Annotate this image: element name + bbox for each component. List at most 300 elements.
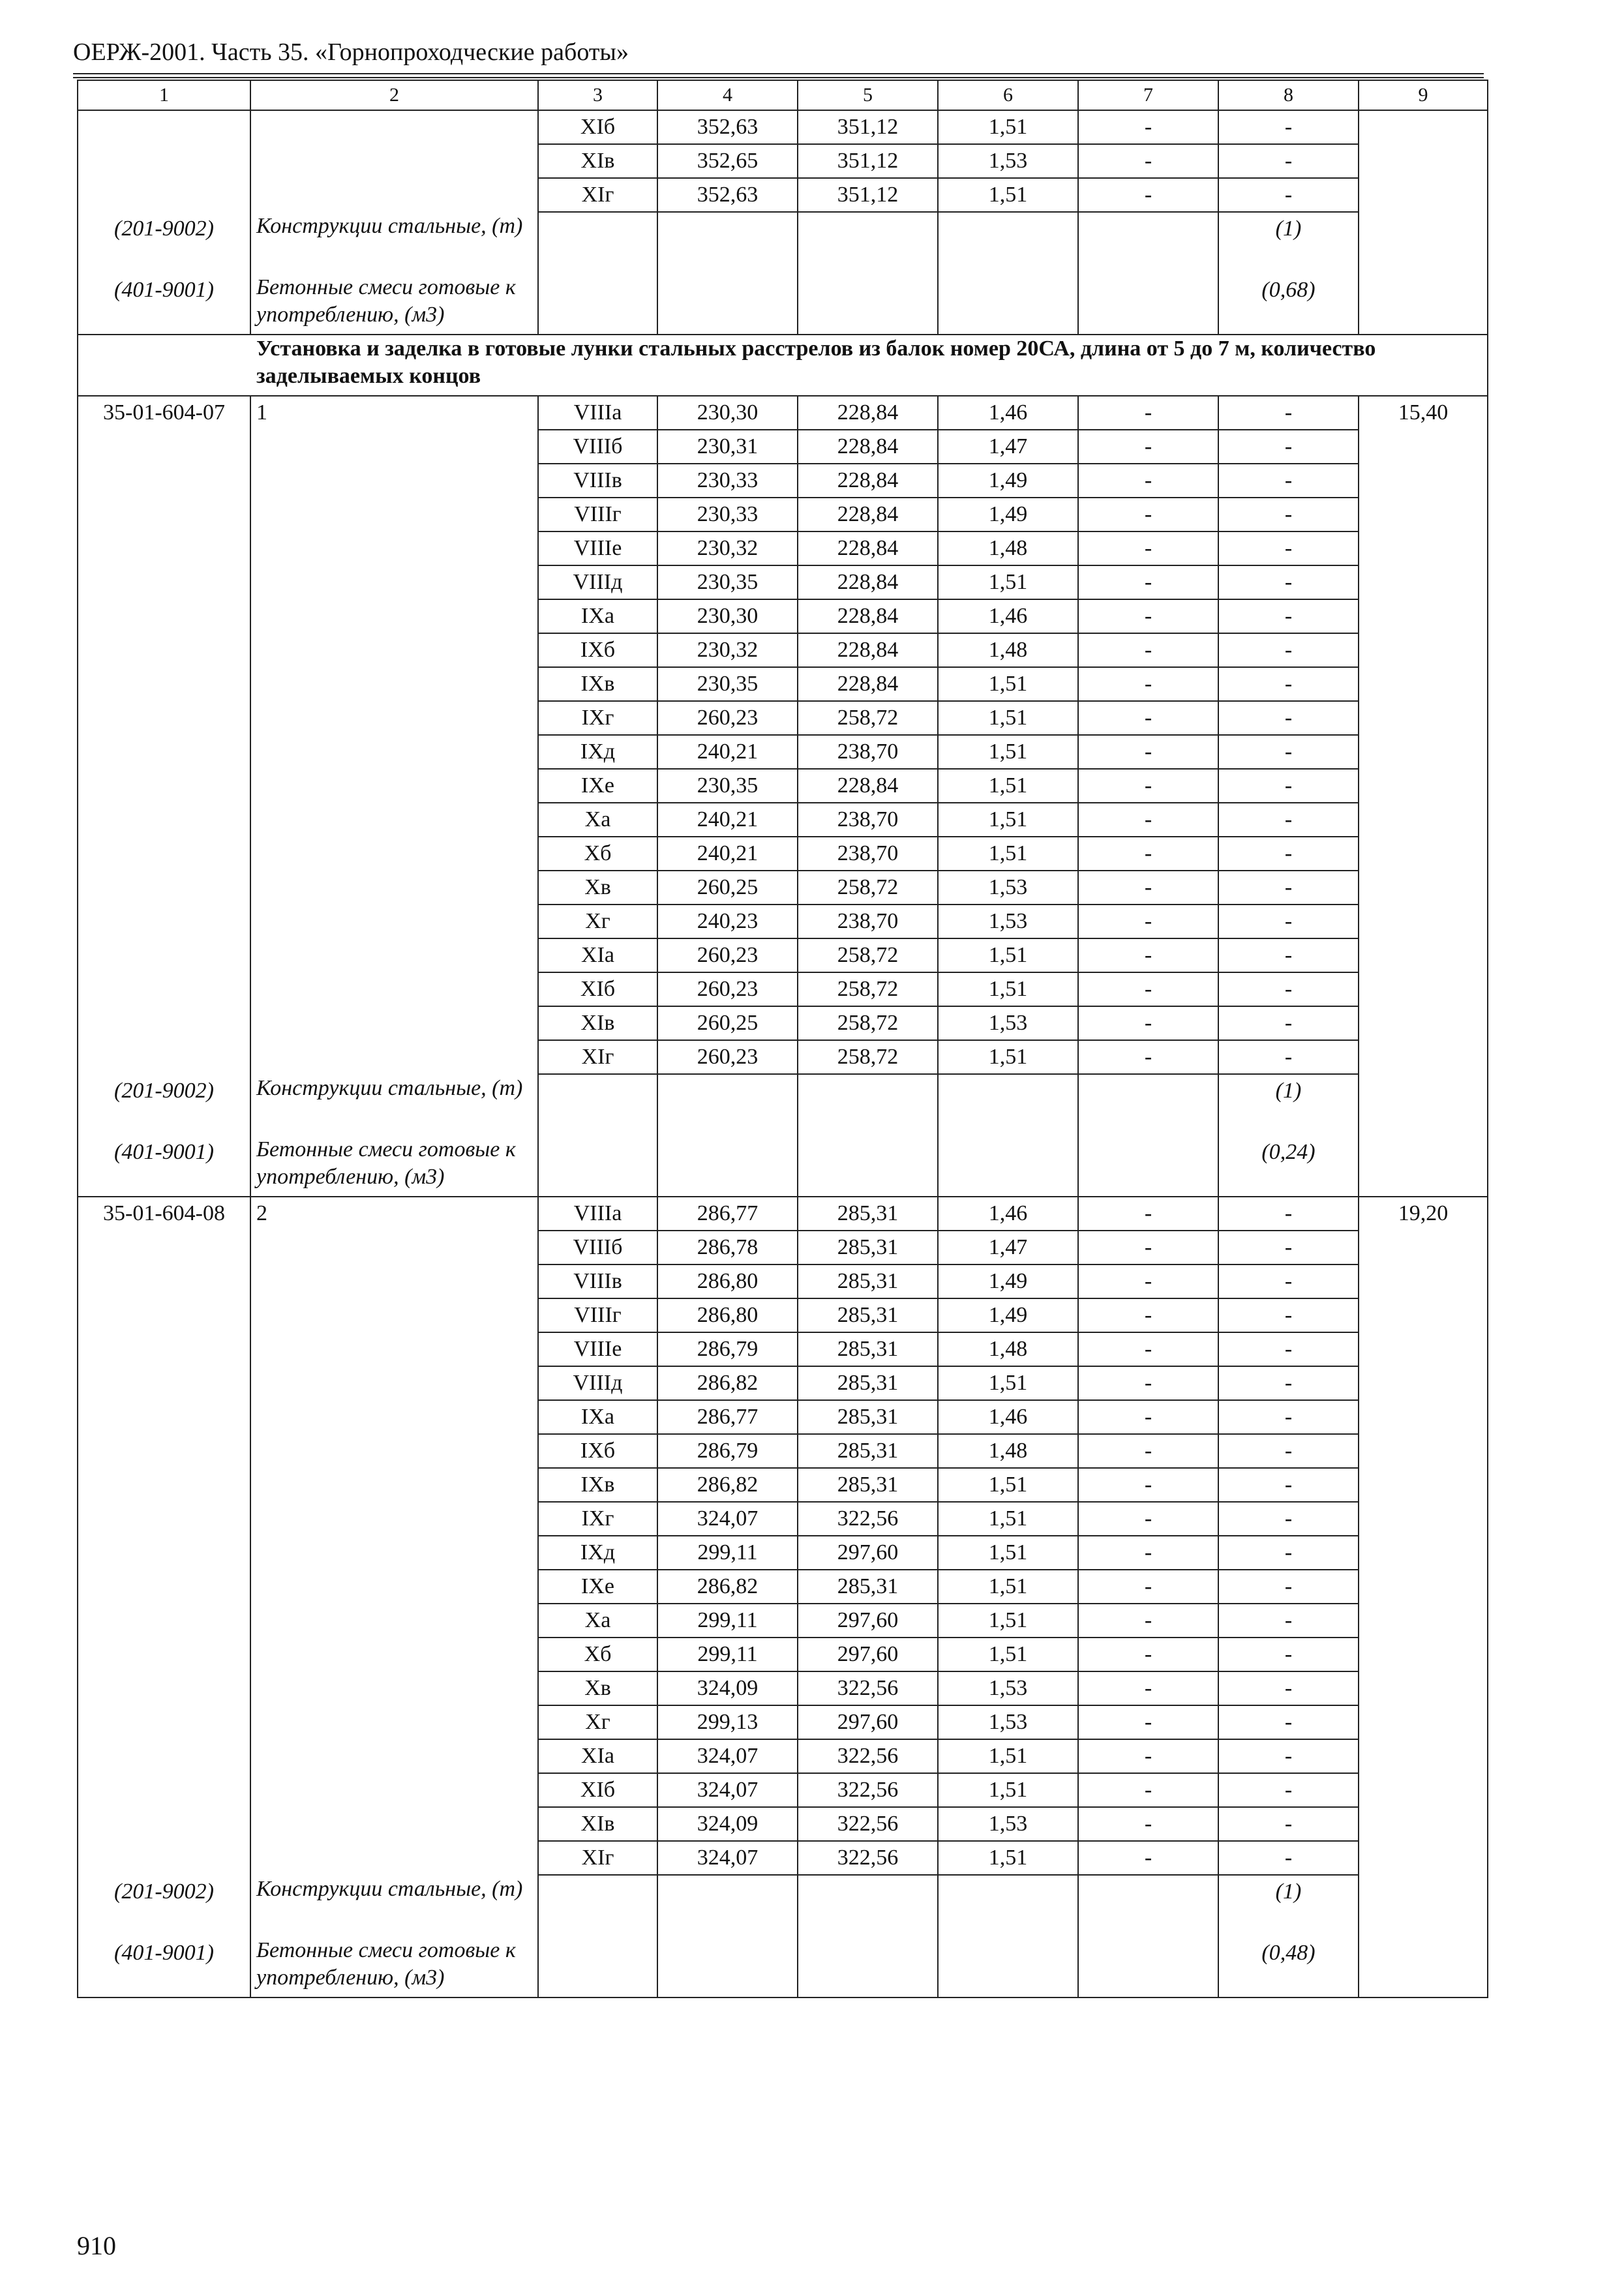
- value-cell: -: [1218, 110, 1359, 144]
- value-cell: -: [1218, 1468, 1359, 1502]
- value-cell: -: [1218, 1705, 1359, 1739]
- resource-row: [78, 212, 1488, 273]
- param-cell: [250, 871, 538, 905]
- header-rule-double: [73, 77, 1484, 78]
- norm-code-cell: [78, 803, 250, 837]
- norm-code-cell: [78, 837, 250, 871]
- table-row: [78, 430, 1488, 464]
- norm-code-cell: [78, 1298, 250, 1332]
- resource-row: [78, 1135, 1488, 1197]
- value-cell: 1,49: [938, 1298, 1078, 1332]
- resource-value: (1): [1218, 212, 1359, 273]
- value-cell: -: [1218, 1040, 1359, 1074]
- value-cell: 228,84: [798, 565, 938, 599]
- value-cell: 324,07: [657, 1773, 798, 1807]
- value-cell: 285,31: [798, 1570, 938, 1604]
- value-cell: -: [1078, 1400, 1218, 1434]
- value-cell: 228,84: [798, 430, 938, 464]
- value-cell: 1,51: [938, 769, 1078, 803]
- value-cell: 1,51: [938, 735, 1078, 769]
- value-cell: 299,11: [657, 1604, 798, 1638]
- value-cell: 1,49: [938, 498, 1078, 531]
- total-cell: [1359, 938, 1488, 972]
- value-cell: -: [1078, 701, 1218, 735]
- total-cell: [1359, 1705, 1488, 1739]
- section-title-row: [78, 335, 1488, 396]
- norm-code-cell: [78, 565, 250, 599]
- value-cell: 1,48: [938, 531, 1078, 565]
- table-row: [78, 667, 1488, 701]
- value-cell: -: [1218, 871, 1359, 905]
- empty-cell: [1078, 1074, 1218, 1135]
- value-cell: -: [1078, 1671, 1218, 1705]
- value-cell: 297,60: [798, 1638, 938, 1671]
- norm-code-cell: [78, 430, 250, 464]
- value-cell: -: [1078, 144, 1218, 178]
- norm-code-cell: [78, 1638, 250, 1671]
- value-cell: 351,12: [798, 144, 938, 178]
- param-cell: [250, 1231, 538, 1264]
- value-cell: 1,46: [938, 1197, 1078, 1231]
- value-cell: 238,70: [798, 837, 938, 871]
- value-cell: -: [1078, 905, 1218, 938]
- total-cell: [1359, 1502, 1488, 1536]
- value-cell: 1,51: [938, 1040, 1078, 1074]
- value-cell: IXе: [538, 1570, 657, 1604]
- total-cell: [1359, 531, 1488, 565]
- value-cell: 230,33: [657, 498, 798, 531]
- value-cell: -: [1218, 1366, 1359, 1400]
- value-cell: -: [1218, 1604, 1359, 1638]
- value-cell: 285,31: [798, 1468, 938, 1502]
- table-row: [78, 498, 1488, 531]
- value-cell: -: [1218, 1841, 1359, 1875]
- value-cell: 258,72: [798, 938, 938, 972]
- value-cell: 1,53: [938, 1705, 1078, 1739]
- empty-cell: [1078, 212, 1218, 273]
- value-cell: 1,51: [938, 1773, 1078, 1807]
- section-title-blank: [78, 335, 250, 396]
- table-row: [78, 110, 1488, 144]
- value-cell: -: [1218, 565, 1359, 599]
- norm-code-cell: [78, 1434, 250, 1468]
- param-cell: [250, 1040, 538, 1074]
- param-cell: [250, 735, 538, 769]
- value-cell: -: [1218, 1570, 1359, 1604]
- value-cell: 1,49: [938, 1264, 1078, 1298]
- total-cell: [1359, 1570, 1488, 1604]
- total-cell: [1359, 1841, 1488, 1875]
- empty-cell: [938, 1074, 1078, 1135]
- param-cell: [250, 1705, 538, 1739]
- value-cell: VIIIа: [538, 1197, 657, 1231]
- param-cell: [250, 1434, 538, 1468]
- value-cell: 1,48: [938, 1332, 1078, 1366]
- norm-code-cell: [78, 498, 250, 531]
- value-cell: -: [1078, 430, 1218, 464]
- column-number-row: [78, 80, 1488, 110]
- value-cell: 322,56: [798, 1807, 938, 1841]
- value-cell: 240,21: [657, 803, 798, 837]
- total-cell: [1359, 1231, 1488, 1264]
- table-row: [78, 1739, 1488, 1773]
- value-cell: -: [1078, 110, 1218, 144]
- value-cell: -: [1218, 1536, 1359, 1570]
- value-cell: -: [1078, 531, 1218, 565]
- value-cell: 324,07: [657, 1502, 798, 1536]
- value-cell: IXв: [538, 667, 657, 701]
- resource-code: (401-9001): [78, 273, 250, 335]
- value-cell: 1,51: [938, 1841, 1078, 1875]
- empty-cell: [1359, 1135, 1488, 1197]
- norm-code-cell: 35-01-604-08: [78, 1197, 250, 1231]
- column-header: 2: [250, 80, 538, 110]
- total-cell: [1359, 667, 1488, 701]
- value-cell: IXг: [538, 701, 657, 735]
- param-cell: [250, 1807, 538, 1841]
- value-cell: 285,31: [798, 1197, 938, 1231]
- resource-code: (401-9001): [78, 1936, 250, 1997]
- value-cell: IXв: [538, 1468, 657, 1502]
- value-cell: -: [1218, 531, 1359, 565]
- table-row: [78, 178, 1488, 212]
- empty-cell: [1078, 1875, 1218, 1936]
- norm-code-cell: [78, 1739, 250, 1773]
- param-cell: [250, 1332, 538, 1366]
- table-row: [78, 837, 1488, 871]
- value-cell: -: [1078, 1231, 1218, 1264]
- norm-code-cell: [78, 1040, 250, 1074]
- total-cell: [1359, 871, 1488, 905]
- norm-code-cell: [78, 905, 250, 938]
- table-row: [78, 1604, 1488, 1638]
- norm-code-cell: [78, 1570, 250, 1604]
- value-cell: -: [1218, 803, 1359, 837]
- empty-cell: [1078, 1936, 1218, 1997]
- value-cell: -: [1078, 1434, 1218, 1468]
- column-header: 9: [1359, 80, 1488, 110]
- value-cell: XIв: [538, 144, 657, 178]
- resource-name-text: Бетонные смеси готовые к употреблению, (м3): [256, 1938, 516, 1990]
- value-cell: IXд: [538, 735, 657, 769]
- value-cell: -: [1218, 1400, 1359, 1434]
- value-cell: IXд: [538, 1536, 657, 1570]
- value-cell: 285,31: [798, 1332, 938, 1366]
- value-cell: -: [1218, 972, 1359, 1006]
- param-cell: [250, 430, 538, 464]
- value-cell: 260,23: [657, 972, 798, 1006]
- empty-cell: [538, 212, 657, 273]
- value-cell: 258,72: [798, 972, 938, 1006]
- value-cell: 1,49: [938, 464, 1078, 498]
- value-cell: 238,70: [798, 735, 938, 769]
- table-row: [78, 565, 1488, 599]
- norm-code-cell: [78, 1006, 250, 1040]
- resource-name-text: Конструкции стальные, (т): [256, 1076, 523, 1100]
- param-cell: [250, 633, 538, 667]
- table-row: [78, 1502, 1488, 1536]
- value-cell: 352,63: [657, 110, 798, 144]
- value-cell: -: [1078, 1468, 1218, 1502]
- empty-cell: [798, 1135, 938, 1197]
- norm-code-cell: [78, 1604, 250, 1638]
- value-cell: VIIIб: [538, 1231, 657, 1264]
- value-cell: -: [1078, 1264, 1218, 1298]
- value-cell: 228,84: [798, 498, 938, 531]
- param-cell: [250, 599, 538, 633]
- value-cell: 324,07: [657, 1739, 798, 1773]
- value-cell: 230,31: [657, 430, 798, 464]
- table-row: [78, 464, 1488, 498]
- value-cell: 1,51: [938, 1468, 1078, 1502]
- value-cell: XIг: [538, 1040, 657, 1074]
- value-cell: -: [1078, 1536, 1218, 1570]
- value-cell: -: [1218, 1502, 1359, 1536]
- norm-code-cell: [78, 701, 250, 735]
- value-cell: 1,51: [938, 110, 1078, 144]
- value-cell: 1,51: [938, 1502, 1078, 1536]
- total-cell: [1359, 1773, 1488, 1807]
- value-cell: -: [1078, 1841, 1218, 1875]
- total-cell: [1359, 464, 1488, 498]
- param-cell: [250, 1739, 538, 1773]
- value-cell: 228,84: [798, 599, 938, 633]
- norm-code-cell: 35-01-604-07: [78, 396, 250, 430]
- resource-code: (401-9001): [78, 1135, 250, 1197]
- empty-cell: [657, 1074, 798, 1135]
- value-cell: 285,31: [798, 1264, 938, 1298]
- table-row: [78, 1006, 1488, 1040]
- value-cell: XIб: [538, 972, 657, 1006]
- value-cell: 260,23: [657, 938, 798, 972]
- value-cell: VIIIг: [538, 498, 657, 531]
- value-cell: -: [1078, 938, 1218, 972]
- norm-code-cell: [78, 1773, 250, 1807]
- value-cell: 228,84: [798, 531, 938, 565]
- empty-cell: [1359, 1074, 1488, 1135]
- value-cell: XIг: [538, 1841, 657, 1875]
- total-cell: [1359, 1006, 1488, 1040]
- total-cell: [1359, 1040, 1488, 1074]
- value-cell: -: [1078, 871, 1218, 905]
- value-cell: 1,51: [938, 565, 1078, 599]
- value-cell: 351,12: [798, 110, 938, 144]
- value-cell: -: [1078, 1332, 1218, 1366]
- param-cell: [250, 837, 538, 871]
- param-cell: [250, 1264, 538, 1298]
- value-cell: -: [1218, 837, 1359, 871]
- empty-cell: [798, 212, 938, 273]
- value-cell: 1,51: [938, 972, 1078, 1006]
- table-row: [78, 1638, 1488, 1671]
- resource-row: [78, 1074, 1488, 1135]
- total-cell: [1359, 972, 1488, 1006]
- empty-cell: [1359, 1875, 1488, 1936]
- table-row: [78, 905, 1488, 938]
- value-cell: VIIIг: [538, 1298, 657, 1332]
- value-cell: 351,12: [798, 178, 938, 212]
- resource-name: [250, 273, 538, 335]
- empty-cell: [938, 1875, 1078, 1936]
- value-cell: -: [1218, 735, 1359, 769]
- table-row: [78, 1231, 1488, 1264]
- value-cell: 258,72: [798, 701, 938, 735]
- norm-code-cell: [78, 871, 250, 905]
- value-cell: Xг: [538, 905, 657, 938]
- value-cell: 238,70: [798, 905, 938, 938]
- value-cell: XIг: [538, 178, 657, 212]
- value-cell: 1,53: [938, 1807, 1078, 1841]
- value-cell: -: [1078, 1366, 1218, 1400]
- value-cell: 260,25: [657, 871, 798, 905]
- table-row: [78, 599, 1488, 633]
- value-cell: 1,51: [938, 178, 1078, 212]
- param-cell: [250, 972, 538, 1006]
- column-header: 5: [798, 80, 938, 110]
- norm-code-cell: [78, 178, 250, 212]
- column-header: 8: [1218, 80, 1359, 110]
- value-cell: -: [1078, 803, 1218, 837]
- param-cell: [250, 1671, 538, 1705]
- total-cell: [1359, 565, 1488, 599]
- value-cell: Xб: [538, 837, 657, 871]
- param-cell: [250, 1841, 538, 1875]
- total-cell: [1359, 1536, 1488, 1570]
- norm-code-cell: [78, 1841, 250, 1875]
- value-cell: -: [1218, 430, 1359, 464]
- table-row: [78, 1536, 1488, 1570]
- empty-cell: [1359, 1936, 1488, 1997]
- norm-code-cell: [78, 464, 250, 498]
- norm-code-cell: [78, 1671, 250, 1705]
- table-row: [78, 1400, 1488, 1434]
- empty-cell: [657, 273, 798, 335]
- param-cell: [250, 1468, 538, 1502]
- value-cell: 230,35: [657, 769, 798, 803]
- total-cell: 19,20: [1359, 1197, 1488, 1231]
- empty-cell: [938, 1936, 1078, 1997]
- value-cell: 228,84: [798, 633, 938, 667]
- value-cell: 322,56: [798, 1739, 938, 1773]
- value-cell: XIа: [538, 1739, 657, 1773]
- value-cell: -: [1078, 1807, 1218, 1841]
- table-row: [78, 531, 1488, 565]
- norm-code-cell: [78, 667, 250, 701]
- norm-code-cell: [78, 1468, 250, 1502]
- value-cell: -: [1218, 498, 1359, 531]
- table-row: [78, 972, 1488, 1006]
- value-cell: 285,31: [798, 1400, 938, 1434]
- value-cell: 230,32: [657, 531, 798, 565]
- empty-cell: [1078, 273, 1218, 335]
- norm-code-cell: [78, 1705, 250, 1739]
- total-cell: [1359, 599, 1488, 633]
- param-cell: [250, 1400, 538, 1434]
- resource-code: (201-9002): [78, 1074, 250, 1135]
- value-cell: Xа: [538, 803, 657, 837]
- total-cell: [1359, 1332, 1488, 1366]
- table-row: [78, 1671, 1488, 1705]
- value-cell: -: [1218, 178, 1359, 212]
- value-cell: 258,72: [798, 871, 938, 905]
- value-cell: 297,60: [798, 1536, 938, 1570]
- value-cell: VIIIв: [538, 464, 657, 498]
- empty-cell: [657, 1875, 798, 1936]
- value-cell: 299,11: [657, 1638, 798, 1671]
- param-cell: [250, 1502, 538, 1536]
- table-row: [78, 1366, 1488, 1400]
- empty-cell: [538, 1074, 657, 1135]
- value-cell: 285,31: [798, 1366, 938, 1400]
- param-cell: [250, 938, 538, 972]
- value-cell: 322,56: [798, 1671, 938, 1705]
- value-cell: 324,09: [657, 1671, 798, 1705]
- norm-code-cell: [78, 1264, 250, 1298]
- value-cell: XIб: [538, 1773, 657, 1807]
- value-cell: 1,51: [938, 1604, 1078, 1638]
- total-cell: [1359, 701, 1488, 735]
- value-cell: 230,30: [657, 396, 798, 430]
- param-cell: [250, 1006, 538, 1040]
- value-cell: VIIIд: [538, 565, 657, 599]
- value-cell: 1,48: [938, 633, 1078, 667]
- value-cell: 1,51: [938, 837, 1078, 871]
- value-cell: 286,78: [657, 1231, 798, 1264]
- value-cell: 240,21: [657, 837, 798, 871]
- value-cell: -: [1218, 1006, 1359, 1040]
- param-cell: [250, 1638, 538, 1671]
- table-row: [78, 1705, 1488, 1739]
- resource-row: [78, 1936, 1488, 1997]
- value-cell: 1,48: [938, 1434, 1078, 1468]
- resource-value: (0,24): [1218, 1135, 1359, 1197]
- value-cell: 352,63: [657, 178, 798, 212]
- value-cell: -: [1218, 1739, 1359, 1773]
- value-cell: 1,53: [938, 1671, 1078, 1705]
- resource-row: [78, 273, 1488, 335]
- value-cell: 286,80: [657, 1264, 798, 1298]
- resource-name-text: Конструкции стальные, (т): [256, 1877, 523, 1901]
- value-cell: 1,51: [938, 701, 1078, 735]
- value-cell: 324,07: [657, 1841, 798, 1875]
- value-cell: 297,60: [798, 1705, 938, 1739]
- total-cell: [1359, 1807, 1488, 1841]
- value-cell: 286,79: [657, 1332, 798, 1366]
- value-cell: -: [1218, 1807, 1359, 1841]
- value-cell: 1,51: [938, 803, 1078, 837]
- value-cell: -: [1218, 1773, 1359, 1807]
- norm-code-cell: [78, 735, 250, 769]
- value-cell: -: [1078, 837, 1218, 871]
- value-cell: -: [1078, 633, 1218, 667]
- value-cell: Xб: [538, 1638, 657, 1671]
- value-cell: -: [1218, 633, 1359, 667]
- norm-code-cell: [78, 1332, 250, 1366]
- param-cell: [250, 144, 538, 178]
- empty-cell: [1359, 212, 1488, 273]
- value-cell: 1,51: [938, 667, 1078, 701]
- resource-name: [250, 1074, 538, 1135]
- value-cell: -: [1078, 1773, 1218, 1807]
- value-cell: 285,31: [798, 1434, 938, 1468]
- table-row: [78, 144, 1488, 178]
- param-cell: [250, 464, 538, 498]
- param-cell: 1: [250, 396, 538, 430]
- table-row: [78, 735, 1488, 769]
- value-cell: 258,72: [798, 1006, 938, 1040]
- resource-name: [250, 1875, 538, 1936]
- value-cell: 260,23: [657, 1040, 798, 1074]
